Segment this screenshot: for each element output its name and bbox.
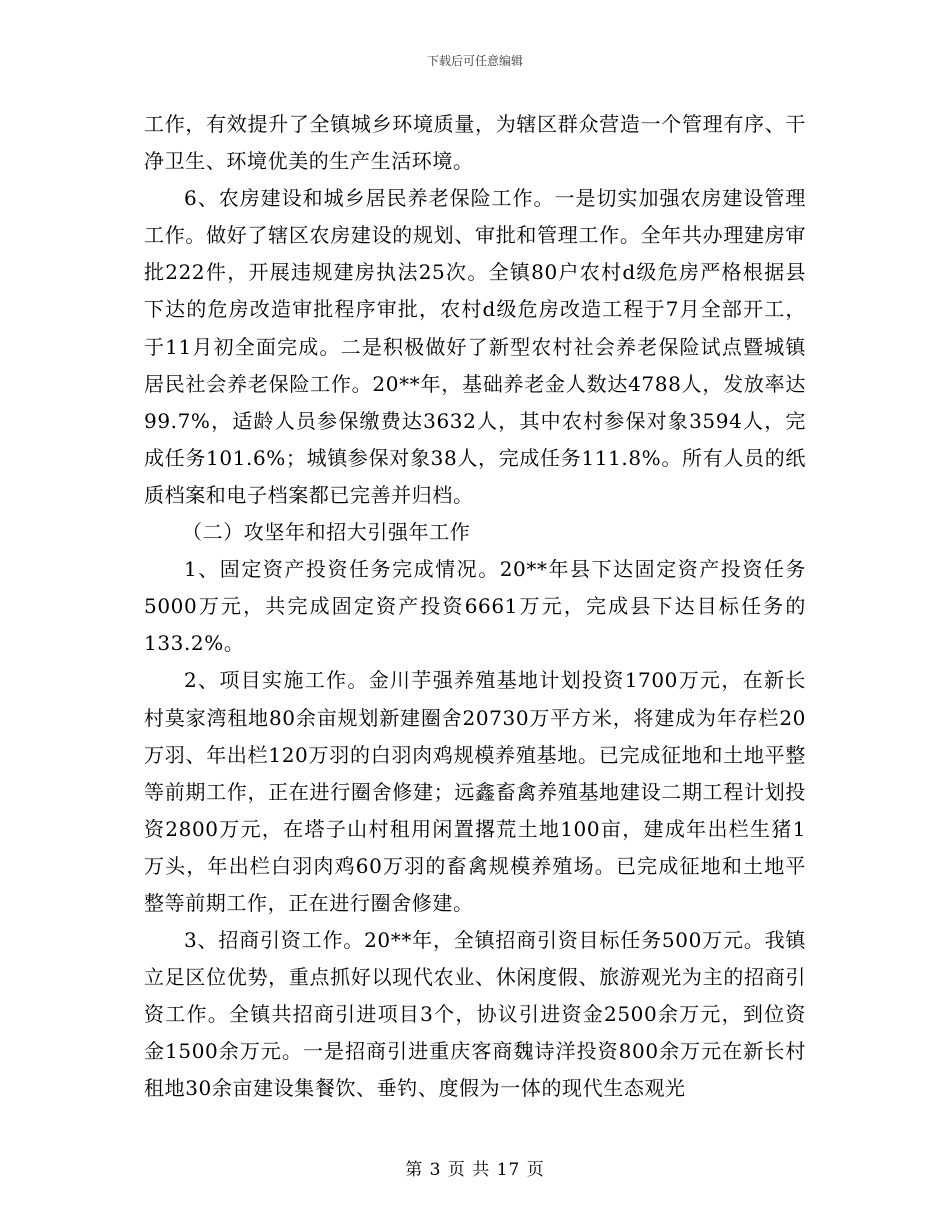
paragraph-investment-attraction: 3、招商引资工作。20**年，全镇招商引资目标任务500万元。我镇立足区位优势，重点抓好以现代农业、休闲度假、旅游观光为主的招商引资工作。全镇共招商引进项目3个，协议引进资金2500余万元，到位资金1500余万元。一是招商引进重庆客商魏诗洋投资800余万元在新长村租地30余亩建设集餐饮、垂钓、度假为一体的现代生态观光 bbox=[144, 928, 806, 1101]
section-heading: （二）攻坚年和招大引强年工作 bbox=[182, 520, 471, 545]
paragraph-fixed-investment: 1、固定资产投资任务完成情况。20**年县下达固定资产投资任务5000万元，共完成固定资产投资6661万元，完成县下达目标任务的133.2%。 bbox=[144, 557, 806, 656]
paragraph-project-implementation: 2、项目实施工作。金川芋强养殖基地计划投资1700万元，在新长村莫家湾租地80余亩规划新建圈舍20730万平方米，将建成为年存栏20万羽、年出栏120万羽的白羽肉鸡规模养殖基地。已完成征地和土地平整等前期工作，正在进行圈舍修建；远鑫畜禽养殖基地建设二期工程计划投资2800万元，在塔子山村租用闲置撂荒土地100亩，建成年出栏生猪1万头，年出栏白羽肉鸡60万羽的畜禽规模养殖场。已完成征地和土地平整等前期工作，正在进行圈舍修建。 bbox=[144, 668, 806, 915]
paragraph-housing-pension: 6、农房建设和城乡居民养老保险工作。一是切实加强农房建设管理工作。做好了辖区农房建设的规划、审批和管理工作。全年共办理建房审批222件，开展违规建房执法25次。全镇80户农村d级危房严格根据县下达的危房改造审批程序审批，农村d级危房改造工程于7月全部开工，于11月初全面完成。二是积极做好了新型农村社会养老保险试点暨城镇居民社会养老保险工作。20**年，基础养老金人数达4788人，发放率达99.7%，适龄人员参保缴费达3632人，其中农村参保对象3594人，完成任务101.6%；城镇参保对象38人，完成任务111.8%。所有人员的纸质档案和电子档案都已完善并归档。 bbox=[144, 186, 806, 507]
paragraph-continuation: 工作，有效提升了全镇城乡环境质量，为辖区群众营造一个管理有序、干净卫生、环境优美的生产生活环境。 bbox=[144, 112, 806, 174]
page-header: 下载后可任意编辑 bbox=[426, 54, 523, 68]
document-body bbox=[144, 106, 806, 1108]
page-number-footer: 第 3 页 共 17 页 bbox=[405, 1160, 545, 1180]
